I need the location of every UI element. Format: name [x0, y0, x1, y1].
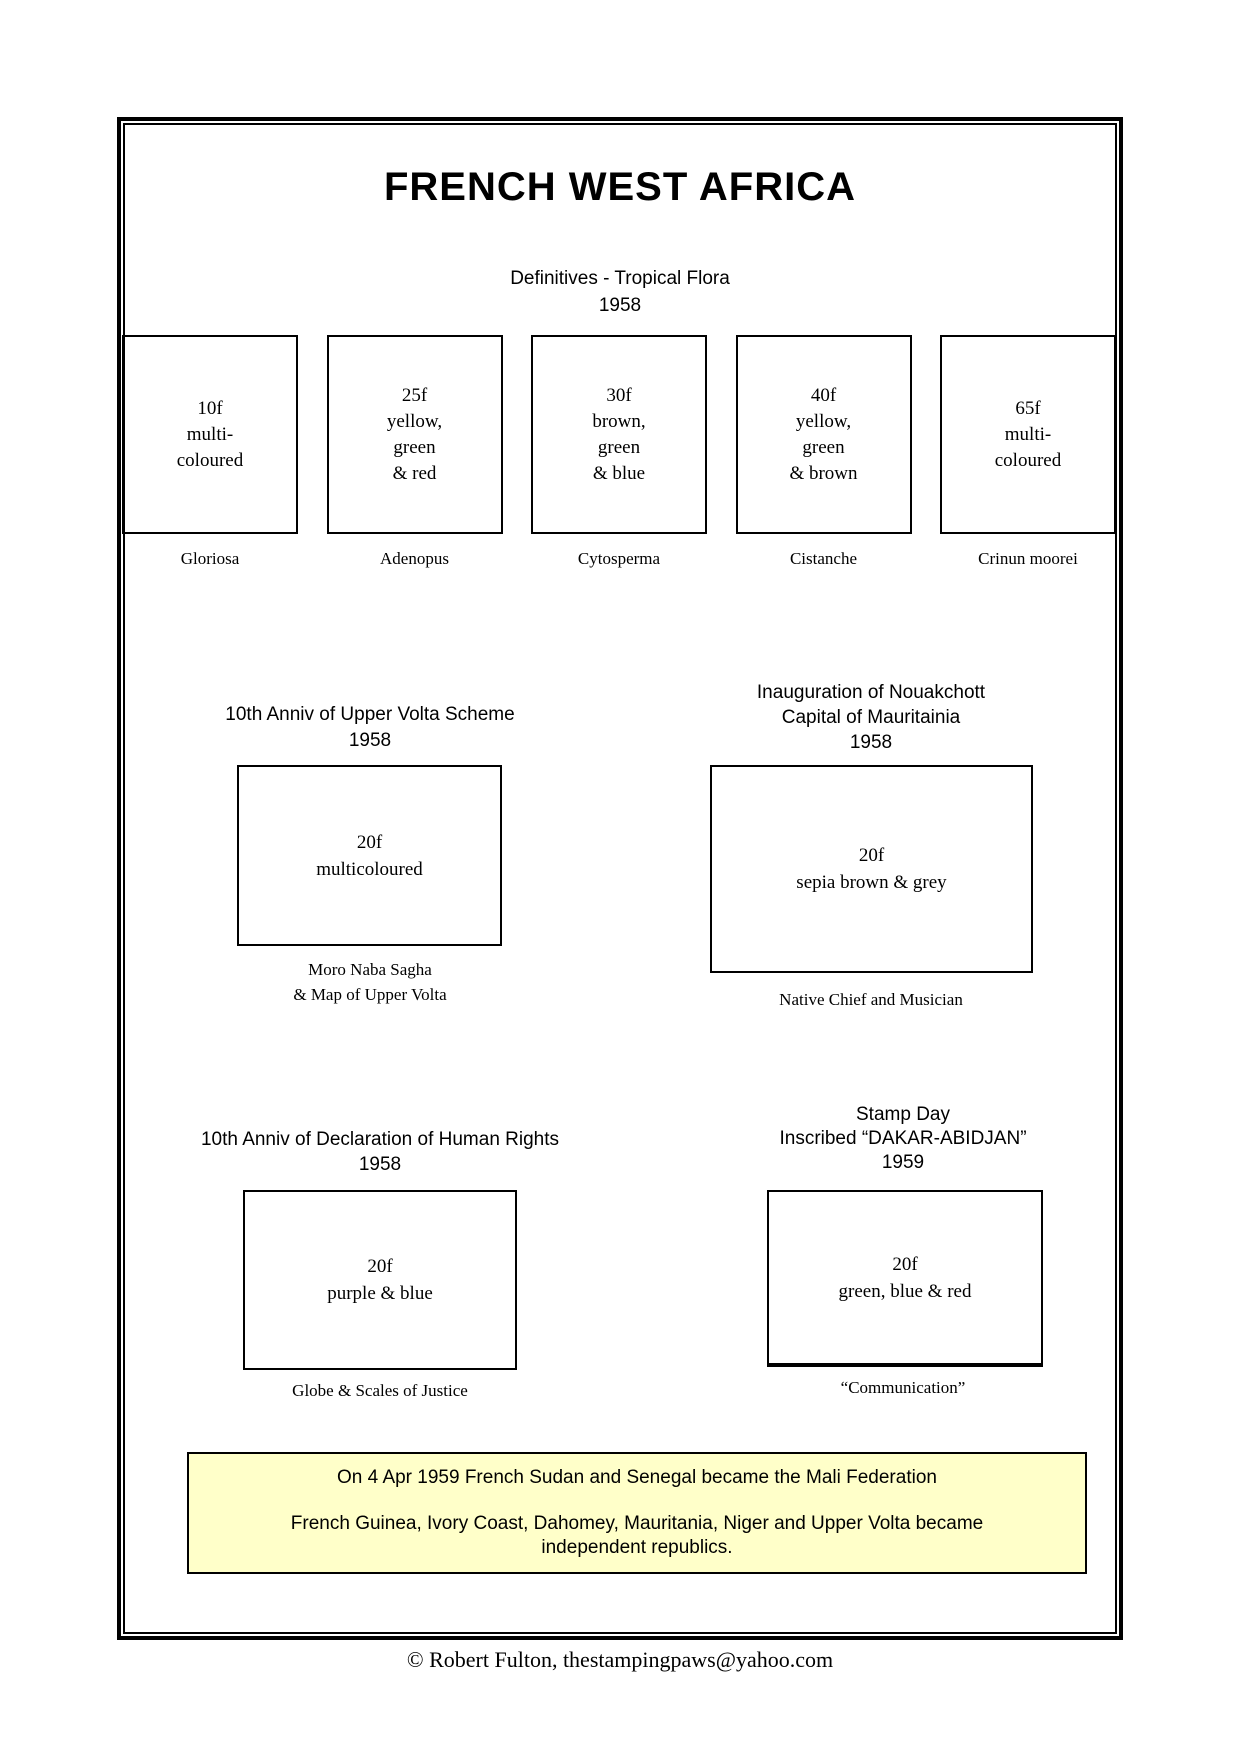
stamp-caption-nouakchott: Native Chief and Musician	[779, 990, 963, 1009]
stamp-box-30f	[531, 335, 707, 534]
stamp-caption-crinun-moorei: Crinun moorei	[978, 549, 1078, 568]
stamp-value-label: 20f green, blue & red	[838, 1253, 972, 1302]
stamp-value-label: 20f multicoloured	[316, 831, 423, 880]
note-paragraph-2: French Guinea, Ivory Coast, Dahomey, Mauritania, Niger and Upper Volta became independent republics.	[290, 1513, 984, 1558]
stamp-box-40f	[736, 335, 912, 534]
stamp-caption-cistanche: Cistanche	[789, 549, 858, 568]
definitives-stamp-row	[122, 335, 1116, 534]
stamp-value-label: 20f sepia brown & grey	[796, 845, 947, 893]
stamp-box-upper-volta	[237, 765, 502, 946]
note-box	[187, 1452, 1087, 1574]
note-paragraph-1: On 4 Apr 1959 French Sudan and Senegal became the Mali Federation	[337, 1467, 937, 1488]
section-heading-stamp-day: Stamp Day Inscribed “DAKAR-ABIDJAN” 1959	[779, 1104, 1027, 1173]
stamp-value-label: 25f yellow, green & red	[386, 384, 443, 484]
stamp-box-10f	[122, 335, 298, 534]
stamp-value-label: 40f yellow, green & brown	[789, 384, 858, 484]
stamp-caption-gloriosa: Gloriosa	[180, 549, 240, 568]
stamp-caption-upper-volta: Moro Naba Sagha & Map of Upper Volta	[293, 960, 447, 1004]
stamp-box-human-rights	[243, 1190, 517, 1370]
section-heading-nouakchott: Inauguration of Nouakchott Capital of Mauritainia 1958	[756, 682, 986, 753]
stamp-caption-human-rights: Globe & Scales of Justice	[292, 1381, 468, 1400]
stamp-box-25f	[327, 335, 503, 534]
definitives-caption-row	[122, 546, 1116, 571]
section-heading-human-rights: 10th Anniv of Declaration of Human Rights 1958	[200, 1129, 560, 1175]
stamp-value-label: 65f multi- coloured	[994, 397, 1062, 471]
stamp-box-nouakchott	[710, 765, 1033, 973]
stamp-box-65f	[940, 335, 1116, 534]
page-footer-credit: © Robert Fulton, thestampingpaws@yahoo.com	[406, 1647, 834, 1672]
section-heading-upper-volta: 10th Anniv of Upper Volta Scheme 1958	[225, 704, 515, 751]
stamp-value-label: 10f multi- coloured	[176, 397, 244, 471]
stamp-value-label: 20f purple & blue	[327, 1256, 433, 1304]
section-heading-definitives: Definitives - Tropical Flora 1958	[510, 268, 730, 316]
stamp-caption-adenopus: Adenopus	[380, 549, 449, 568]
stamp-caption-cytosperma: Cytosperma	[577, 549, 661, 568]
page-title: FRENCH WEST AFRICA	[383, 165, 857, 209]
stamp-caption-stamp-day: “Communication”	[840, 1378, 966, 1397]
stamp-box-stamp-day	[767, 1190, 1043, 1367]
stamp-value-label: 30f brown, green & blue	[592, 384, 646, 484]
